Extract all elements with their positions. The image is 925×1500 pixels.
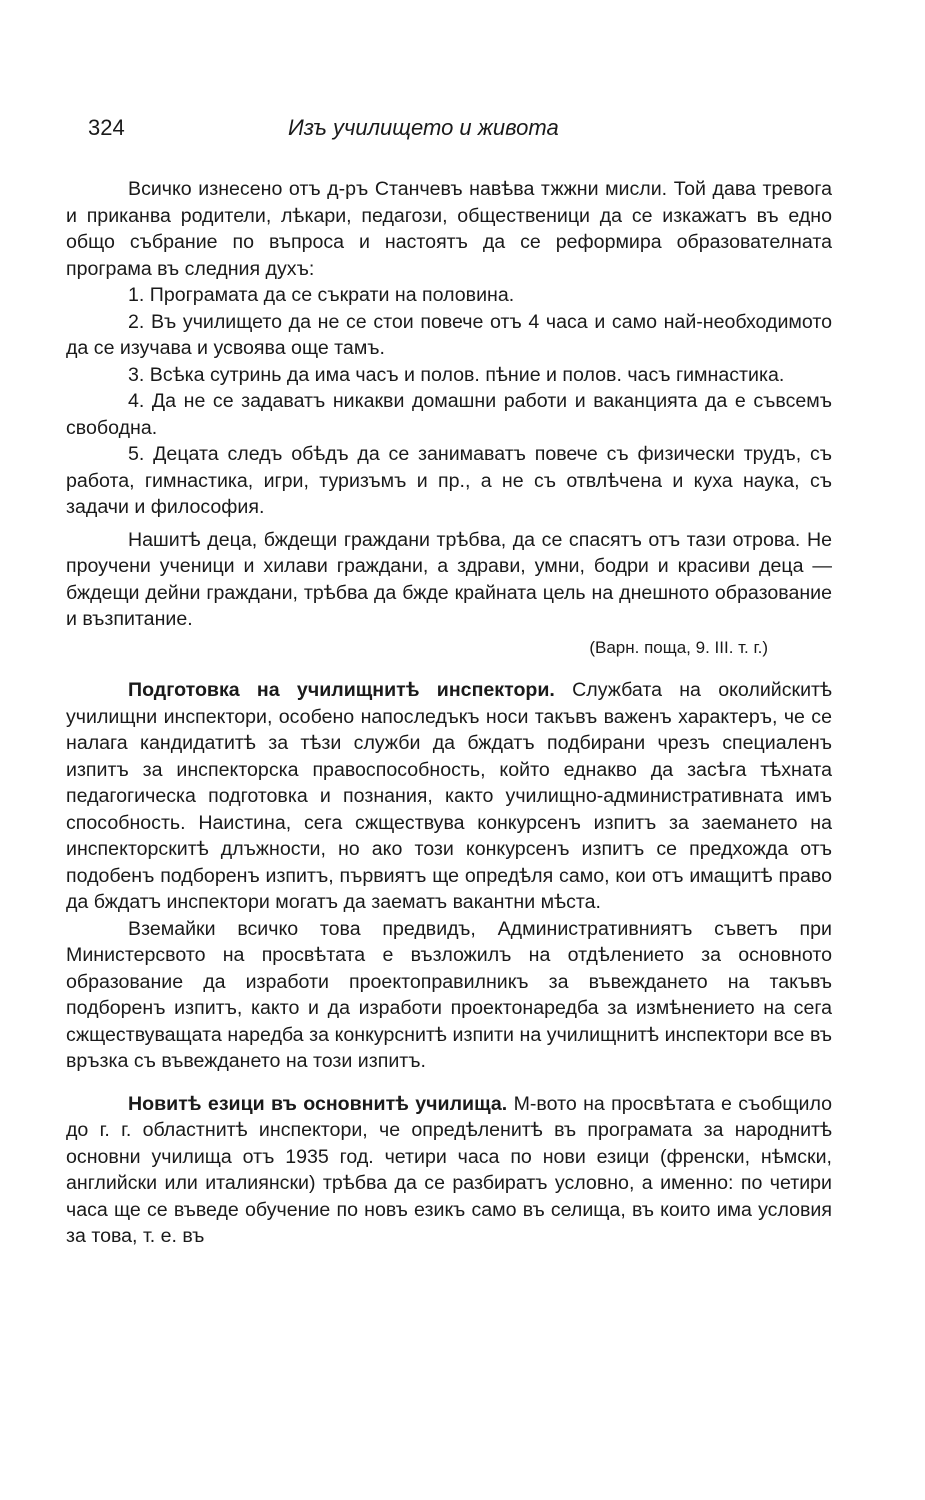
list-item: 4. Да не се задаватъ никакви домашни работи и ваканцията да е съвсемъ свободна. [66,390,832,439]
section-paragraph-text: М-вото на просвѣтата е съобщило до г. г. областнитѣ инспектори, че опредѣленитѣ въ програмата за народнитѣ основни училища отъ 1935 год. четири часа по нови езици (френски, нѣмски, английски или италиянски) трѣбва да се разбиратъ условно, а именно: по четири часа ще се въведе обучение по новъ езикъ само въ селища, въ които има условия за това, т. е. въ [66,1092,832,1247]
list-item: 5. Децата следъ обѣдъ да се занимаватъ повече съ физически трудъ, съ работа, гимнастика, игри, туризъмъ и пр., а не съ отвлѣчена и куха наука, съ задачи и философия. [66,443,832,518]
source-citation: (Варн. поща, 9. III. т. г.) [589,637,768,657]
running-title: Изъ училището и живота [288,115,559,140]
list-item: 2. Въ училището да не се стои повече отъ 4 часа и само най-необходимото да се изучава и усвоява още тамъ. [66,310,832,359]
section-paragraph: Вземайки всичко това предвидъ, Административниятъ съветъ при Министерсвото на просвѣтата е възложилъ на отдѣлението за основното образование да изработи проектоправилникъ за въвеждането на такъвъ подборенъ изпитъ, както и да изработи проектонаредба за измѣнението на сега сжществуващата наредба за конкурснитѣ изпити на училищнитѣ инспектори все въ връзка съ въвеждането на този изпитъ. [66,917,832,1072]
section-languages [66,1091,832,1250]
page-number: 324 [88,115,125,140]
page-body [66,176,832,1250]
list-item: 3. Всѣка сутринь да има часъ и полов. пѣние и полов. часъ гимнастика. [128,363,785,386]
section-heading: Подготовка на училищнитѣ инспектори. [128,679,555,701]
section-inspectors [66,677,832,916]
list-item: 1. Програмата да се съкрати на половина. [128,284,515,306]
article-closing-paragraph: Нашитѣ деца, бждещи граждани трѣбва, да се спасятъ отъ тази отрова. Не проучени ученици и хилави граждани, а здрави, умни, бодри и красиви деца — бждещи дейни граждани, трѣбва да бжде крайната цель на днешното образование и възпитание. [66,528,832,630]
page-header [88,115,830,149]
section-heading: Новитѣ езици въ основнитѣ училища. [128,1092,508,1115]
section-paragraph-text: Службата на околийскитѣ училищни инспектори, особено напоследъкъ носи такъвъ важенъ характеръ, че се налага кандидатитѣ за тѣзи служби да бждатъ подбирани чрезъ специаленъ изпитъ за инспекторска правоспособность, който еднакво да засѣга тѣхната педагогическа подготовка и познания, както училищно-административната имъ способность. Наистина, сега сжществува конкурсенъ изпитъ за заемането на инспекторскитѣ длъжности, но ако този конкурсенъ изпитъ се предхожда отъ подобенъ подборенъ изпитъ, първиятъ ще опредѣля само, кои отъ имащитѣ право да бждатъ инспектори могатъ да заематъ вакантни мѣста. [66,679,832,913]
article-intro-paragraph: Всичко изнесено отъ д-ръ Станчевъ навѣва тжжни мисли. Той дава тревога и приканва родители, лѣкари, педагози, общественици да се изкажатъ въ едно общо събрание по въпроса и настоятъ да се реформира образователната програма въ следния духъ: [66,178,832,280]
